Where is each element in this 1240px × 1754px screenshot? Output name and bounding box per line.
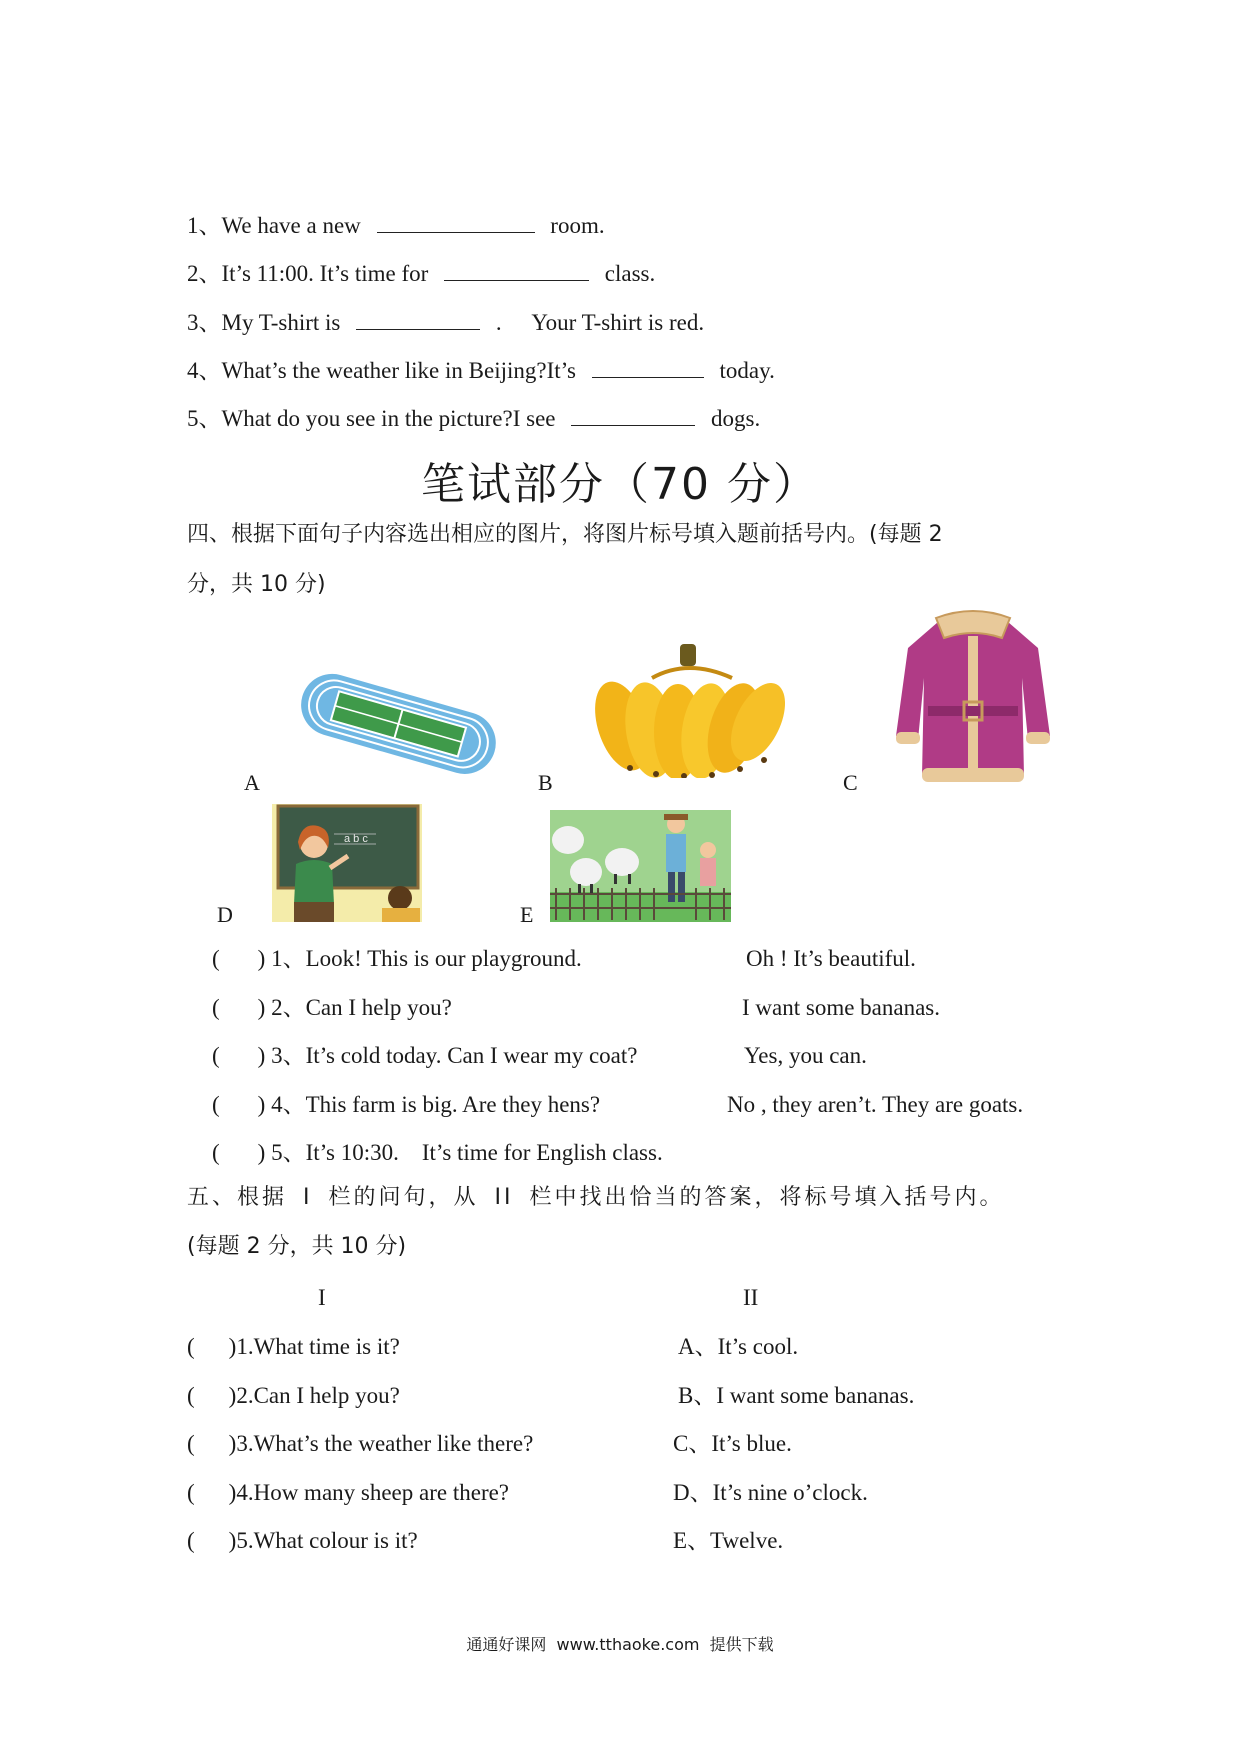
answer-blank [356, 309, 480, 330]
answer-blank [444, 260, 589, 281]
answer-paren-open: ( [187, 1334, 195, 1359]
answer-paren-open: ( [187, 1480, 195, 1505]
question-text-end: class. [604, 261, 656, 286]
question-text: It’s 11:00. It’s time for [221, 261, 429, 286]
matching-row-5 [187, 1526, 418, 1556]
answer-paren-open: ( [212, 995, 220, 1020]
fill-blank-q5 [187, 404, 760, 434]
answer-paren-close: ) [257, 1092, 266, 1117]
footer-credit: 通通好课网 www.tthaoke.com 提供下载 [466, 1635, 774, 1654]
matching-row-2 [187, 1381, 400, 1411]
column-header-ii: II [743, 1285, 759, 1310]
match-question-4 [212, 1090, 600, 1120]
answer-paren-close: ) [257, 995, 266, 1020]
bananas-picture [592, 638, 787, 778]
answer-paren-open: ( [187, 1383, 195, 1408]
match-reply-1: Oh ! It’s beautiful. [746, 946, 916, 971]
question-number: 4、 [187, 358, 222, 383]
question-text-end: dogs. [711, 406, 761, 431]
answer-blank [571, 405, 695, 426]
question-text: 2、Can I help you? [271, 995, 452, 1020]
match-question-2 [212, 993, 452, 1023]
question-number: 2、 [187, 261, 222, 286]
svg-text:a b c: a b c [344, 833, 368, 845]
question-extra-text: Your T-shirt is red. [531, 310, 705, 335]
question-text: 3、It’s cold today. Can I wear my coat? [271, 1043, 638, 1068]
answer-option-e: E、Twelve. [673, 1528, 784, 1553]
matching-row-3 [187, 1429, 533, 1459]
part4-instructions-line1: 四、根据下面句子内容选出相应的图片，将图片标号填入题前括号内。(每题 2 [187, 522, 943, 547]
fill-blank-q3 [187, 308, 704, 338]
question-number: 1、 [187, 213, 222, 238]
matching-row-1 [187, 1332, 400, 1362]
question-number: 5、 [187, 406, 222, 431]
teacher-picture [272, 804, 422, 922]
part5-instructions-line1: 五、根据 I 栏的问句，从 II 栏中找出恰当的答案，将标号填入括号内。 [187, 1185, 1005, 1210]
match-reply-4: No , they aren’t. They are goats. [727, 1092, 1024, 1117]
answer-blank [377, 212, 535, 233]
fill-blank-q2 [187, 259, 655, 289]
answer-blank [592, 357, 704, 378]
answer-paren-open: ( [212, 1092, 220, 1117]
question-text: 1、Look! This is our playground. [271, 946, 582, 971]
match-question-3 [212, 1041, 638, 1071]
picture-label-e: E [520, 902, 534, 927]
match-reply-3: Yes, you can. [744, 1043, 867, 1068]
question-number: 3、 [187, 310, 222, 335]
question-text-end: room. [550, 213, 605, 238]
question-text: What do you see in the picture?I see [221, 406, 556, 431]
question-text-end: today. [719, 358, 775, 383]
matching-row-4 [187, 1478, 509, 1508]
question-text: 4、This farm is big. Are they hens? [271, 1092, 601, 1117]
picture-label-c: C [843, 770, 858, 795]
question-text: My T-shirt is [221, 310, 341, 335]
question-text: )3.What’s the weather like there? [228, 1431, 534, 1456]
section-title: 笔试部分（70 分） [421, 459, 819, 510]
answer-option-d: D、It’s nine o’clock. [673, 1480, 868, 1505]
question-text: 5、It’s 10:30. It’s time for English class. [271, 1140, 663, 1165]
answer-paren-open: ( [187, 1431, 195, 1456]
question-text-end: . [495, 310, 502, 335]
answer-option-a: A、It’s cool. [678, 1334, 799, 1359]
picture-label-b: B [538, 770, 553, 795]
match-reply-2: I want some bananas. [742, 995, 940, 1020]
answer-paren-close: ) [257, 946, 266, 971]
question-text: )1.What time is it? [228, 1334, 400, 1359]
question-text: What’s the weather like in Beijing?It’s [221, 358, 576, 383]
fill-blank-q1 [187, 211, 605, 241]
playground-picture [293, 665, 505, 780]
question-text: )4.How many sheep are there? [228, 1480, 510, 1505]
column-header-i: I [318, 1285, 326, 1310]
match-question-5 [212, 1138, 663, 1168]
answer-paren-open: ( [212, 1140, 220, 1165]
answer-paren-open: ( [212, 946, 220, 971]
fill-blank-q4 [187, 356, 775, 386]
question-text: )2.Can I help you? [228, 1383, 400, 1408]
answer-option-c: C、It’s blue. [673, 1431, 792, 1456]
picture-label-a: A [244, 770, 260, 795]
part5-instructions-line2: (每题 2 分，共 10 分) [187, 1234, 407, 1259]
answer-option-b: B、I want some bananas. [678, 1383, 915, 1408]
question-text: We have a new [221, 213, 361, 238]
coat-picture [888, 608, 1058, 790]
answer-paren-close: ) [257, 1043, 266, 1068]
part4-instructions-line2: 分，共 10 分) [187, 572, 326, 597]
question-text: )5.What colour is it? [228, 1528, 418, 1553]
answer-paren-open: ( [187, 1528, 195, 1553]
answer-paren-open: ( [212, 1043, 220, 1068]
picture-label-d: D [217, 902, 233, 927]
match-question-1 [212, 944, 582, 974]
farm-picture [550, 810, 731, 922]
answer-paren-close: ) [257, 1140, 266, 1165]
